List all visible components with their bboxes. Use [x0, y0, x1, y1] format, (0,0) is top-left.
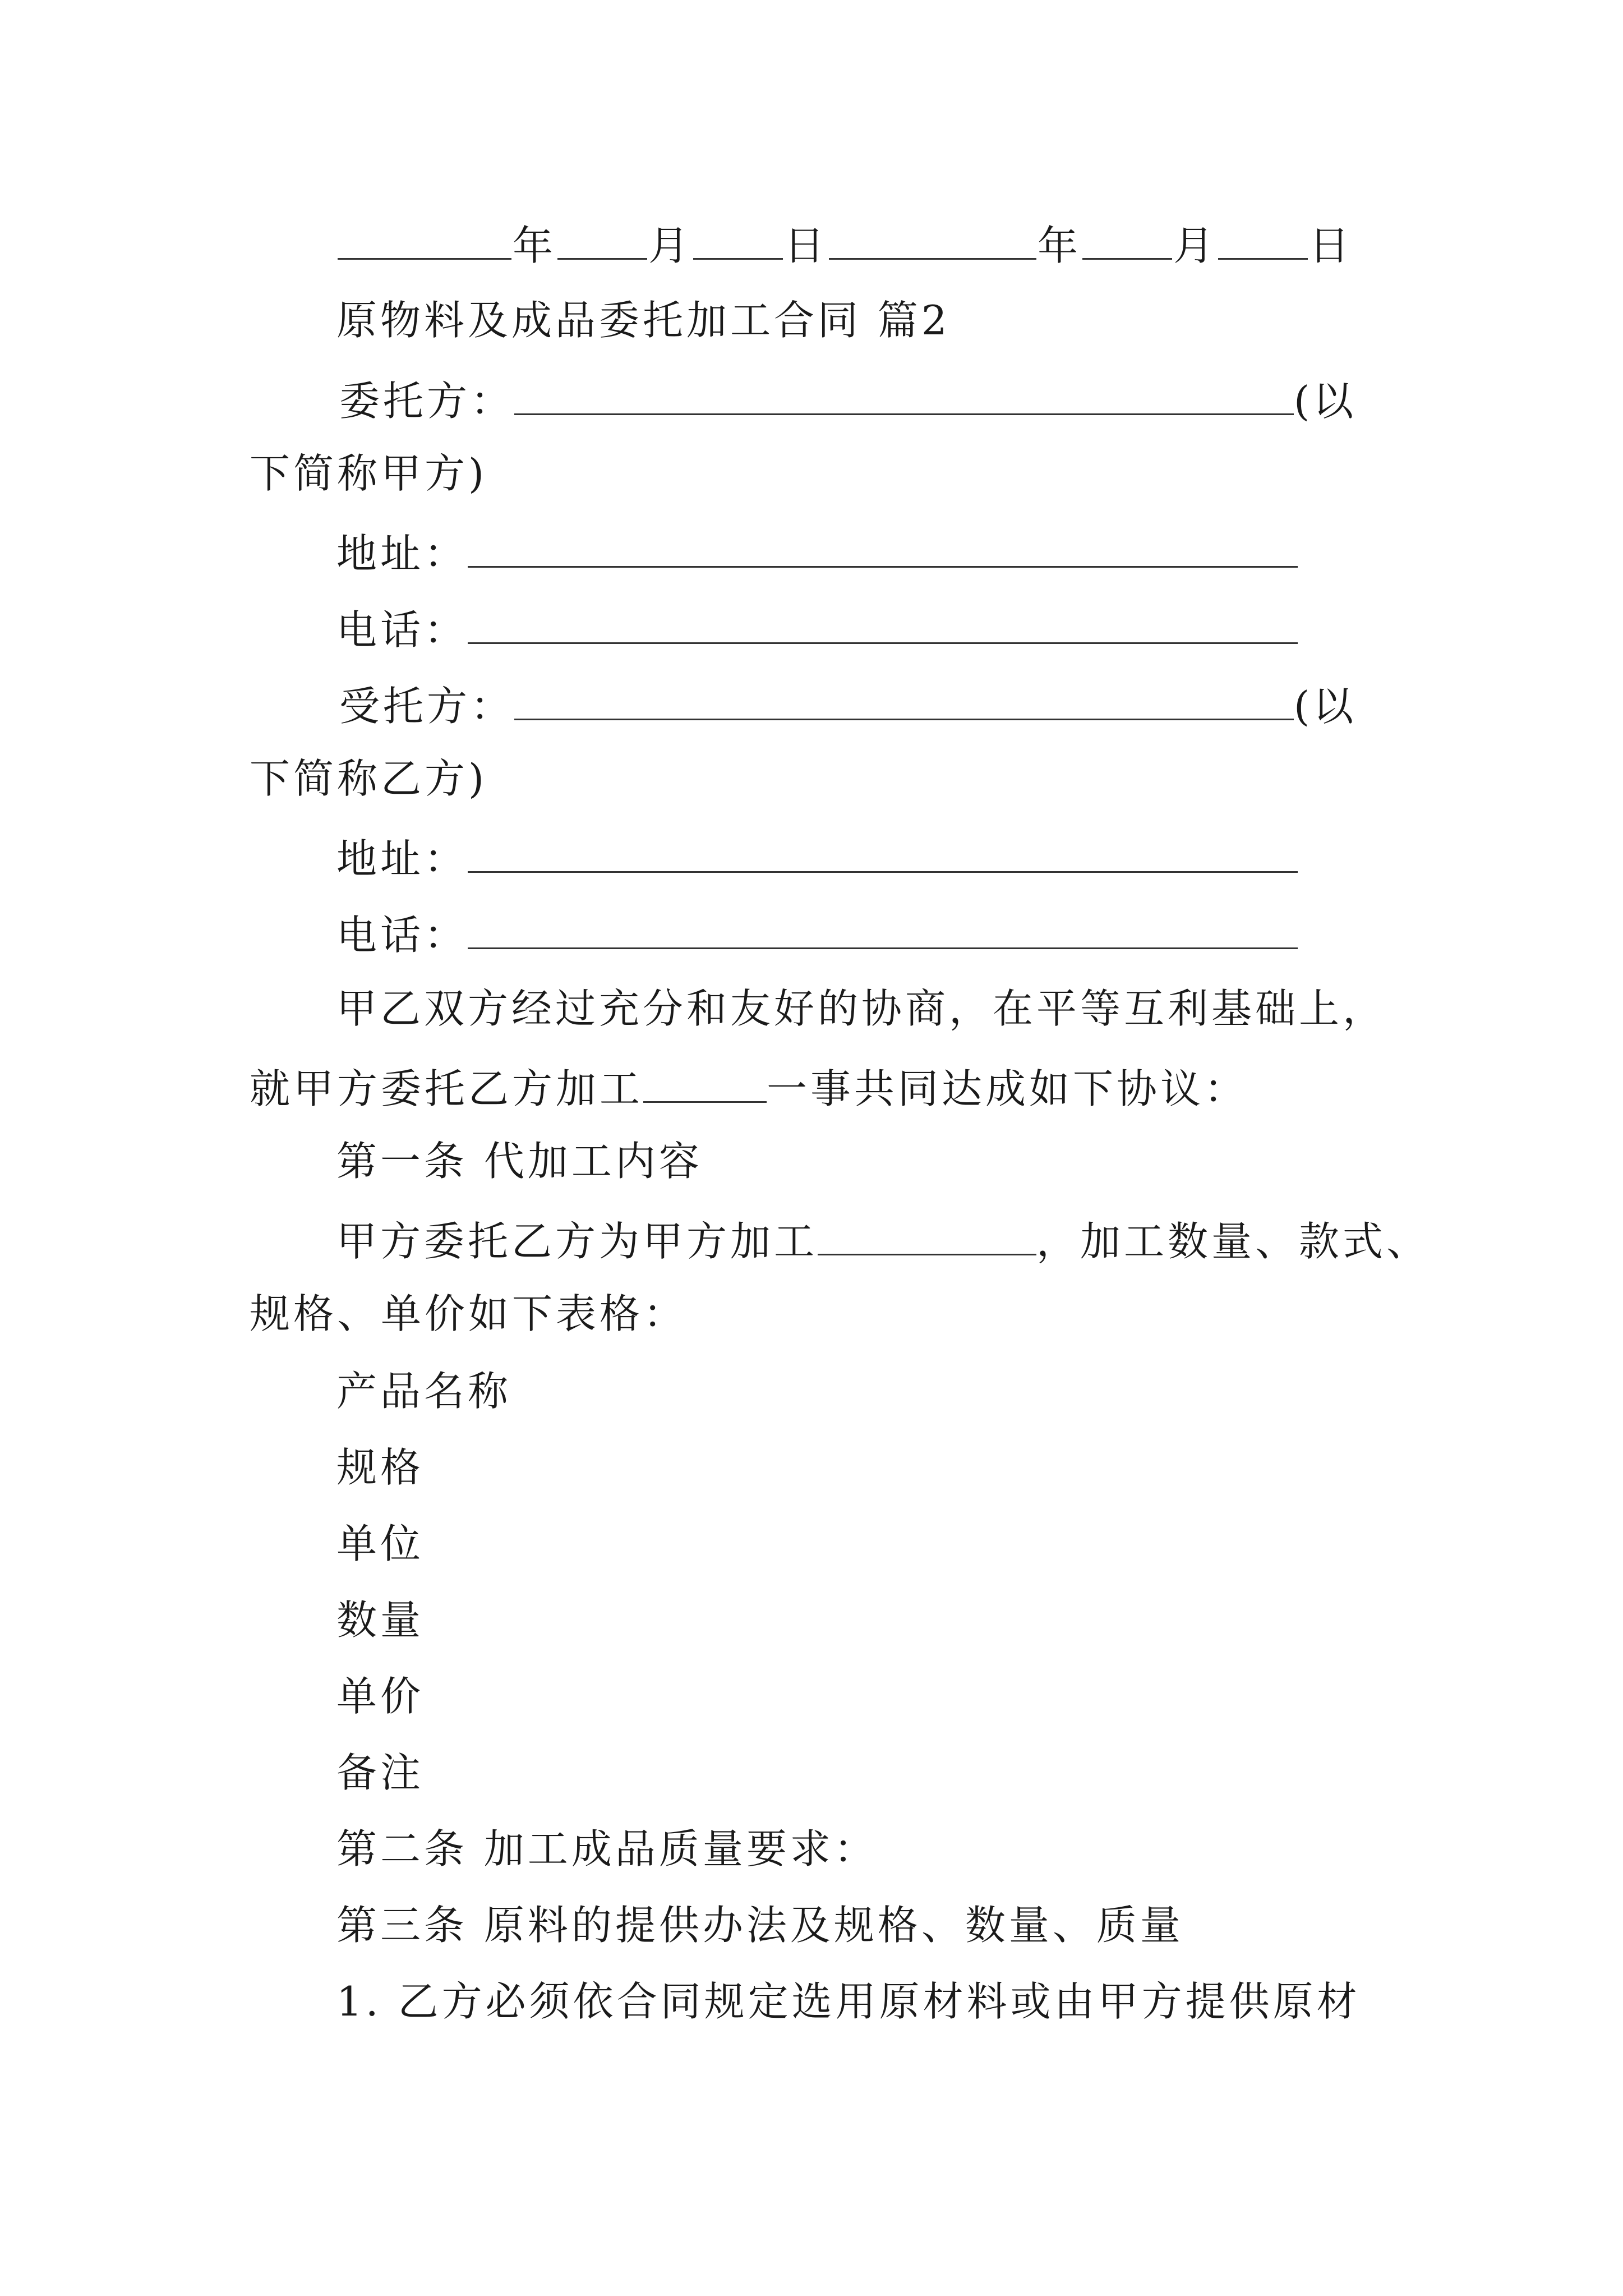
contractor-blank — [514, 682, 1294, 720]
contractor-phone-blank — [468, 911, 1298, 949]
date-blank-day-1 — [693, 222, 783, 260]
article-3-title: 第三条 原料的提供办法及规格、数量、质量 — [336, 1902, 1184, 1949]
article-3-item-1: 1. 乙方必须依合同规定选用原材料或由甲方提供原材 — [336, 1978, 1361, 2025]
year-label-1: 年 — [513, 222, 557, 269]
client-label: 委托方： — [339, 377, 515, 425]
signature-date-row — [336, 222, 1353, 269]
client-address-row — [336, 530, 1298, 577]
contractor-row — [339, 682, 1357, 730]
contractor-suffix: (以 — [1294, 682, 1357, 730]
contractor-address-blank — [468, 835, 1298, 873]
date-blank-day-2 — [1218, 222, 1308, 260]
date-blank-year-1 — [338, 222, 511, 260]
day-label-2: 日 — [1309, 222, 1353, 269]
contractor-phone-row — [336, 911, 1298, 959]
client-blank — [514, 377, 1294, 415]
table-field-spec: 规格 — [336, 1444, 425, 1491]
date-blank-month-1 — [557, 222, 647, 260]
contractor-phone-label: 电话： — [336, 911, 468, 959]
month-label-2: 月 — [1173, 222, 1218, 269]
date-blank-year-2 — [829, 222, 1036, 260]
contract-title: 原物料及成品委托加工合同 篇2 — [336, 297, 951, 344]
client-suffix-continued: 下简称甲方) — [250, 450, 488, 497]
processing-product-blank — [818, 1217, 1036, 1255]
contractor-suffix-continued: 下简称乙方) — [250, 755, 488, 802]
intro-paragraph-line-1: 甲乙双方经过充分和友好的协商，在平等互利基础上， — [336, 985, 1387, 1032]
processing-item-blank — [643, 1065, 767, 1103]
intro-line-2-end: 一事共同达成如下协议： — [767, 1065, 1248, 1112]
table-field-unit-price: 单价 — [336, 1673, 425, 1720]
article-1-line-1-end: ，加工数量、款式、 — [1036, 1217, 1431, 1265]
client-row — [339, 377, 1357, 425]
article-1-line-2: 规格、单价如下表格： — [250, 1290, 688, 1337]
day-label-1: 日 — [784, 222, 828, 269]
table-field-product-name: 产品名称 — [336, 1368, 512, 1415]
date-blank-month-2 — [1082, 222, 1172, 260]
contractor-label: 受托方： — [339, 682, 515, 730]
table-field-quantity: 数量 — [336, 1596, 425, 1644]
contractor-address-label: 地址： — [336, 835, 468, 882]
contractor-address-row — [336, 835, 1298, 882]
client-phone-label: 电话： — [336, 606, 468, 654]
client-address-blank — [468, 530, 1298, 568]
article-1-line-1-start: 甲方委托乙方为甲方加工 — [336, 1217, 818, 1265]
client-phone-row — [336, 606, 1298, 654]
client-address-label: 地址： — [336, 530, 468, 577]
intro-line-2-start: 就甲方委托乙方加工 — [250, 1065, 644, 1112]
article-1-line-1 — [336, 1217, 1431, 1265]
table-field-remarks: 备注 — [336, 1749, 425, 1796]
table-field-unit: 单位 — [336, 1520, 425, 1567]
article-1-title: 第一条 代加工内容 — [336, 1138, 703, 1185]
year-label-2: 年 — [1038, 222, 1082, 269]
intro-paragraph-line-2 — [250, 1065, 1248, 1112]
client-suffix: (以 — [1294, 377, 1357, 425]
article-2-title: 第二条 加工成品质量要求： — [336, 1825, 878, 1872]
client-phone-blank — [468, 606, 1298, 644]
month-label-1: 月 — [648, 222, 693, 269]
